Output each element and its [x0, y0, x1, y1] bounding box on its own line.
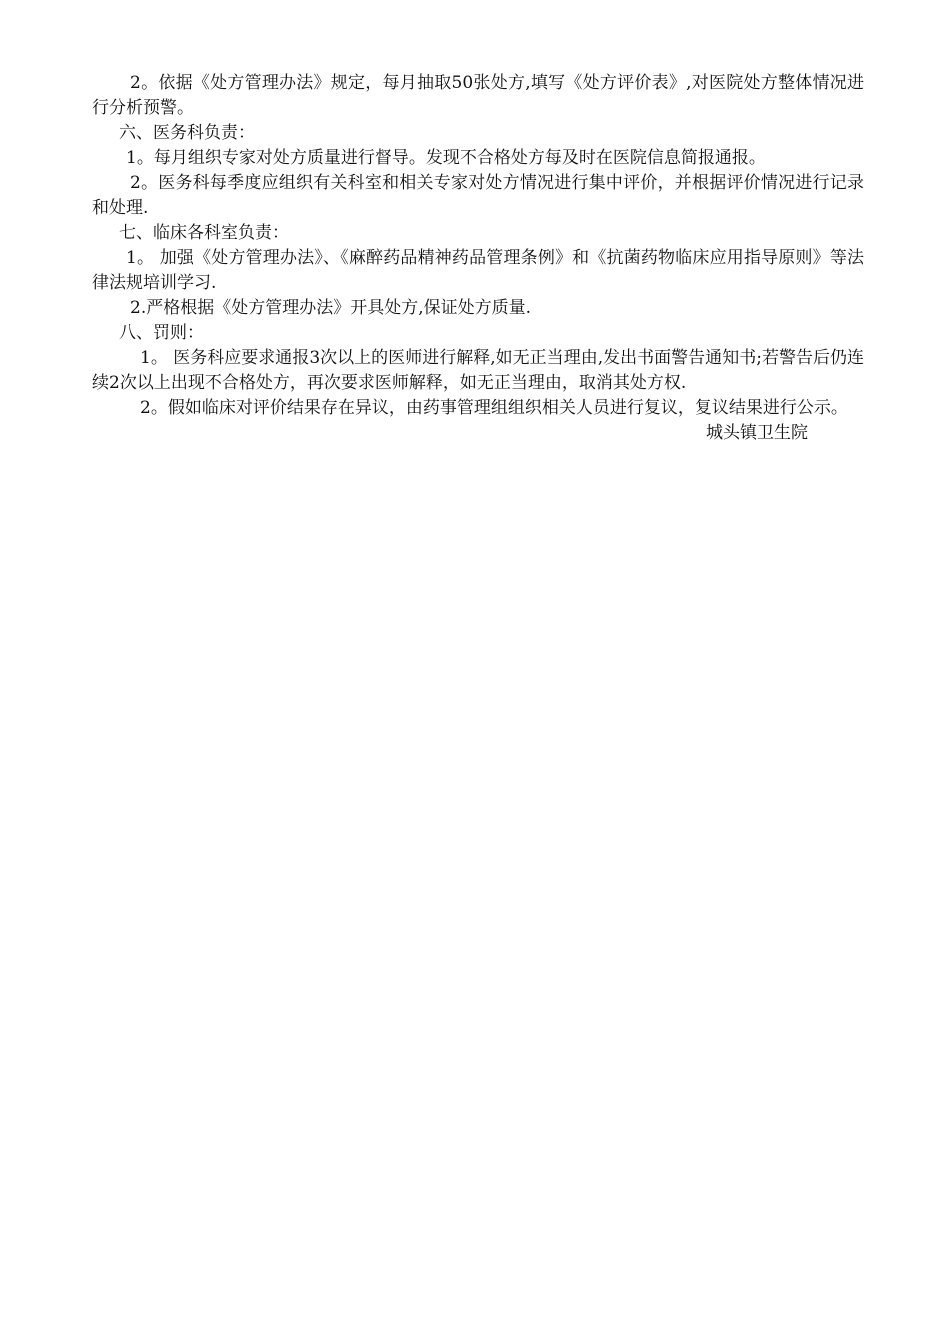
section-heading-clinical-departments: 七、临床各科室负责：: [119, 223, 289, 243]
paragraph-monthly-supervision: 1。每月组织专家对处方质量进行督导。发现不合格处方每及时在医院信息简报通报。: [126, 148, 766, 168]
paragraph-training: 1。 加强《处方管理办法》、《麻醉药品精神药品管理条例》和《抗菌药物临床应用指导原则》等法律法规培训学习.: [92, 248, 864, 293]
paragraph-prescription-review: 2。依据《处方管理办法》规定，每月抽取50张处方,填写《处方评价表》,对医院处方整体情况进行分析预警。: [92, 73, 864, 118]
paragraph-prescribing-standard: 2.严格根据《处方管理办法》开具处方,保证处方质量.: [130, 298, 532, 318]
signature-hospital-name: 城头镇卫生院: [706, 423, 808, 443]
paragraph-penalty-warning: 1。 医务科应要求通报3次以上的医师进行解释,如无正当理由,发出书面警告通知书;若警告后仍连续2次以上出现不合格处方，再次要求医师解释，如无正当理由，取消其处方权.: [92, 348, 864, 393]
section-heading-penalties: 八、罚则：: [119, 323, 204, 343]
document-body: [92, 71, 864, 446]
paragraph-quarterly-evaluation: 2。医务科每季度应组织有关科室和相关专家对处方情况进行集中评价，并根据评价情况进行记录和处理.: [92, 173, 864, 218]
section-heading-medical-affairs: 六、医务科负责：: [119, 123, 255, 143]
paragraph-penalty-review: 2。假如临床对评价结果存在异议，由药事管理组组织相关人员进行复议，复议结果进行公示。: [140, 398, 848, 418]
